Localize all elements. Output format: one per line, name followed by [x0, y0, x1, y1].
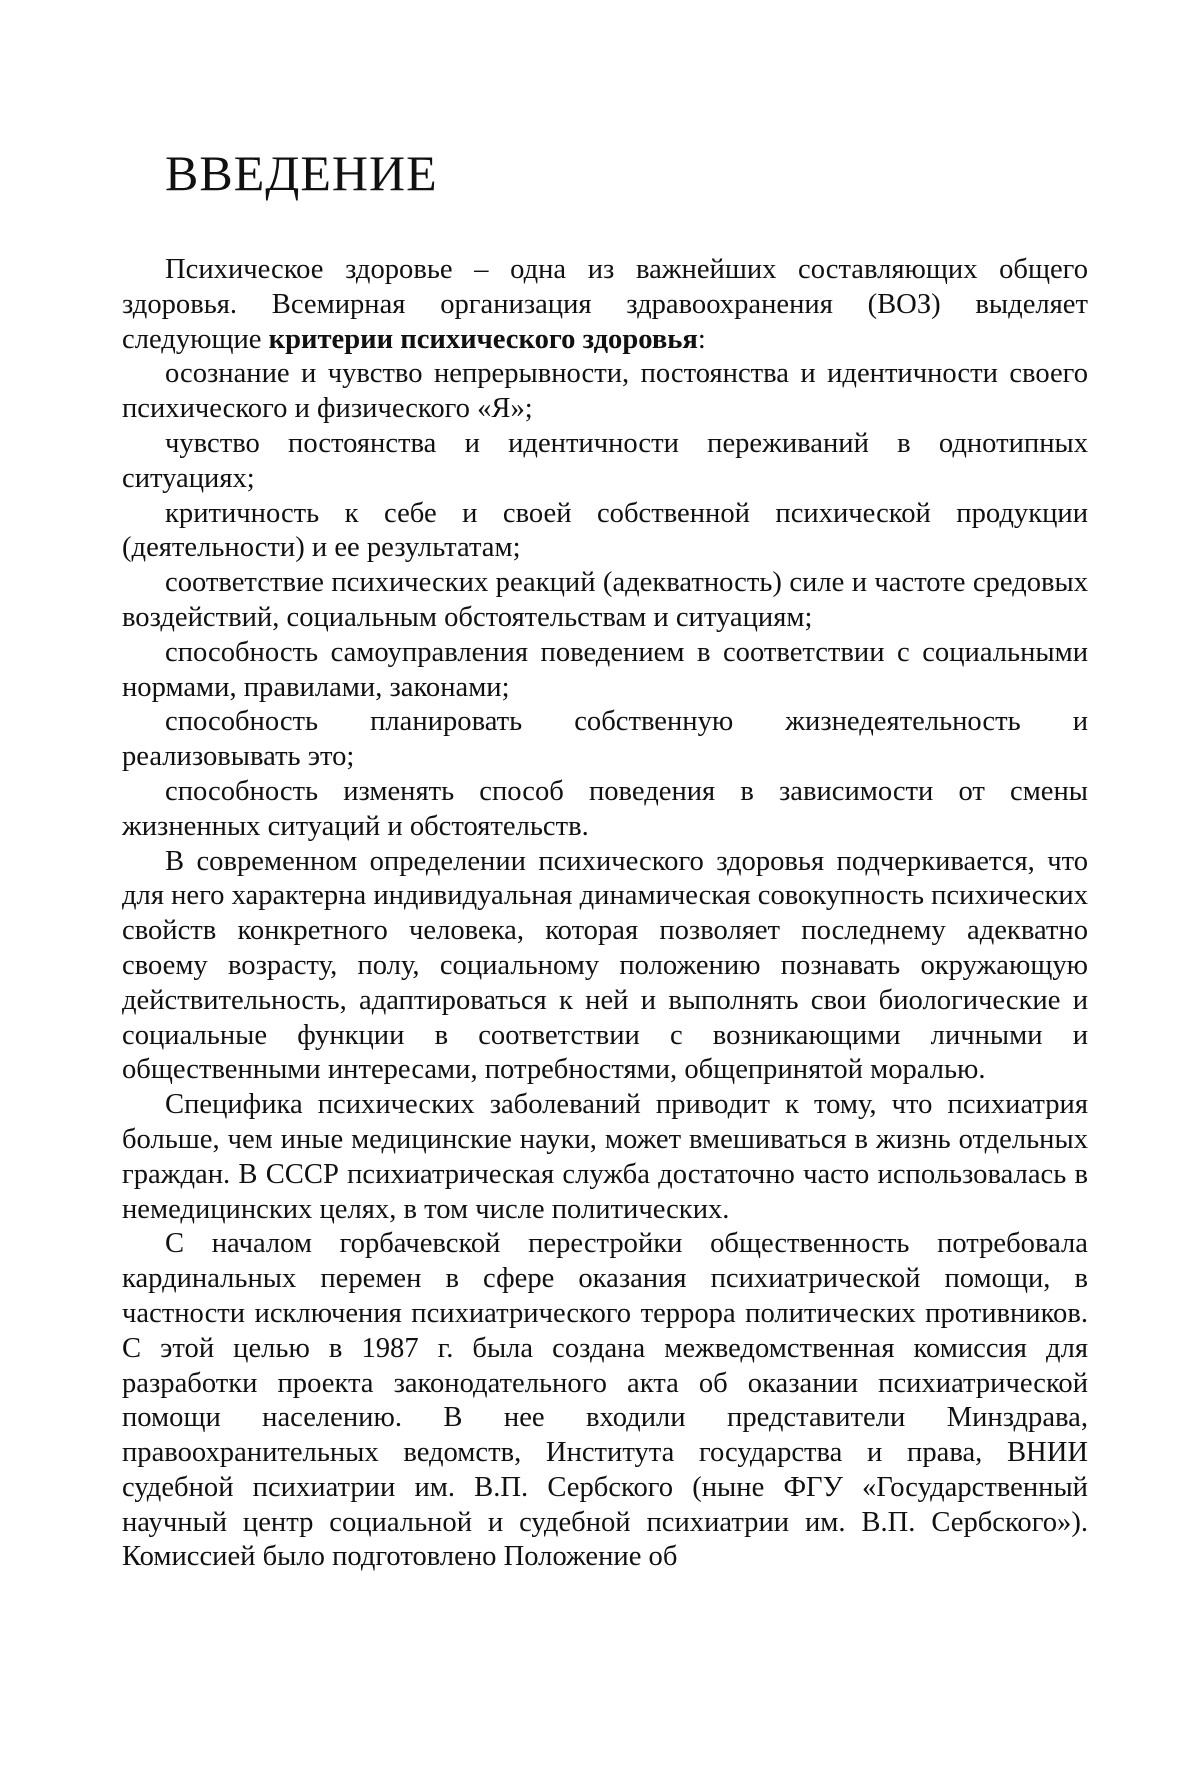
body-paragraph: В современном определении психического здоровья подчеркивается, что для него характерна индивидуальная динамическая совокупность психических свойств конкретного человека, которая позволяет последнему адекватно своему возрасту, полу, социальному положению познавать окружающую действительность, адаптироваться к ней и выполнять свои биологические и социальные функции в соответствии с возникающими личными и общественными интересами, потребностями, общепринятой моралью. [122, 845, 1088, 1086]
body-paragraph: С началом горбачевской перестройки общественность потребовала кардинальных перемен в сфере оказания психиатрической помощи, в частности исключения психиатрического террора политических противников. С этой целью в 1987 г. была создана межведомственная комиссия для разработки проекта законодательного акта об оказании психиатрической помощи населению. В нее входили представители Минздрава, правоохранительных ведомств, Института государства и права, ВНИИ судебной психиатрии им. В.П. Сербского (ныне ФГУ «Государственный научный центр социальной и судебной психиатрии им. В.П. Сербского»). Комиссией было подготовлено Положение об [122, 1228, 1088, 1573]
intro-tail: : [697, 323, 706, 355]
criterion-item: осознание и чувство непрерывности, постоянства и идентичности своего психического и физического «Я»; [122, 358, 1088, 425]
criterion-item: способность самоуправления поведением в соответствии с социальными нормами, правилами, законами; [122, 636, 1088, 703]
criterion-item: критичность к себе и своей собственной психической продукции (деятельности) и ее результатам; [122, 497, 1088, 564]
intro-bold-term: критерии психического здоровья [268, 323, 698, 355]
chapter-heading: ВВЕДЕНИЕ [165, 145, 438, 201]
intro-lead: Психическое здоровье – одна из важнейших составляющих общего здоровья. Всемирная организация здравоохранения (ВОЗ) выделяет следующие [122, 254, 1088, 355]
criterion-item: соответствие психических реакций (адекватность) силе и частоте средовых воздействий, социальным обстоятельствам и ситуациям; [122, 567, 1088, 633]
criterion-item: чувство постоянства и идентичности переживаний в однотипных ситуациях; [122, 427, 1088, 494]
intro-paragraph [122, 253, 1088, 357]
body-text [122, 253, 1088, 1575]
criterion-item: способность планировать собственную жизнедеятельность и реализовывать это; [122, 706, 1088, 773]
criterion-item: способность изменять способ поведения в зависимости от смены жизненных ситуаций и обстоятельств. [122, 775, 1088, 842]
body-paragraph: Специфика психических заболеваний приводит к тому, что психиатрия больше, чем иные медицинские науки, может вмешиваться в жизнь отдельных граждан. В СССР психиатрическая служба достаточно часто использовалась в немедицинских целях, в том числе политических. [122, 1089, 1088, 1225]
